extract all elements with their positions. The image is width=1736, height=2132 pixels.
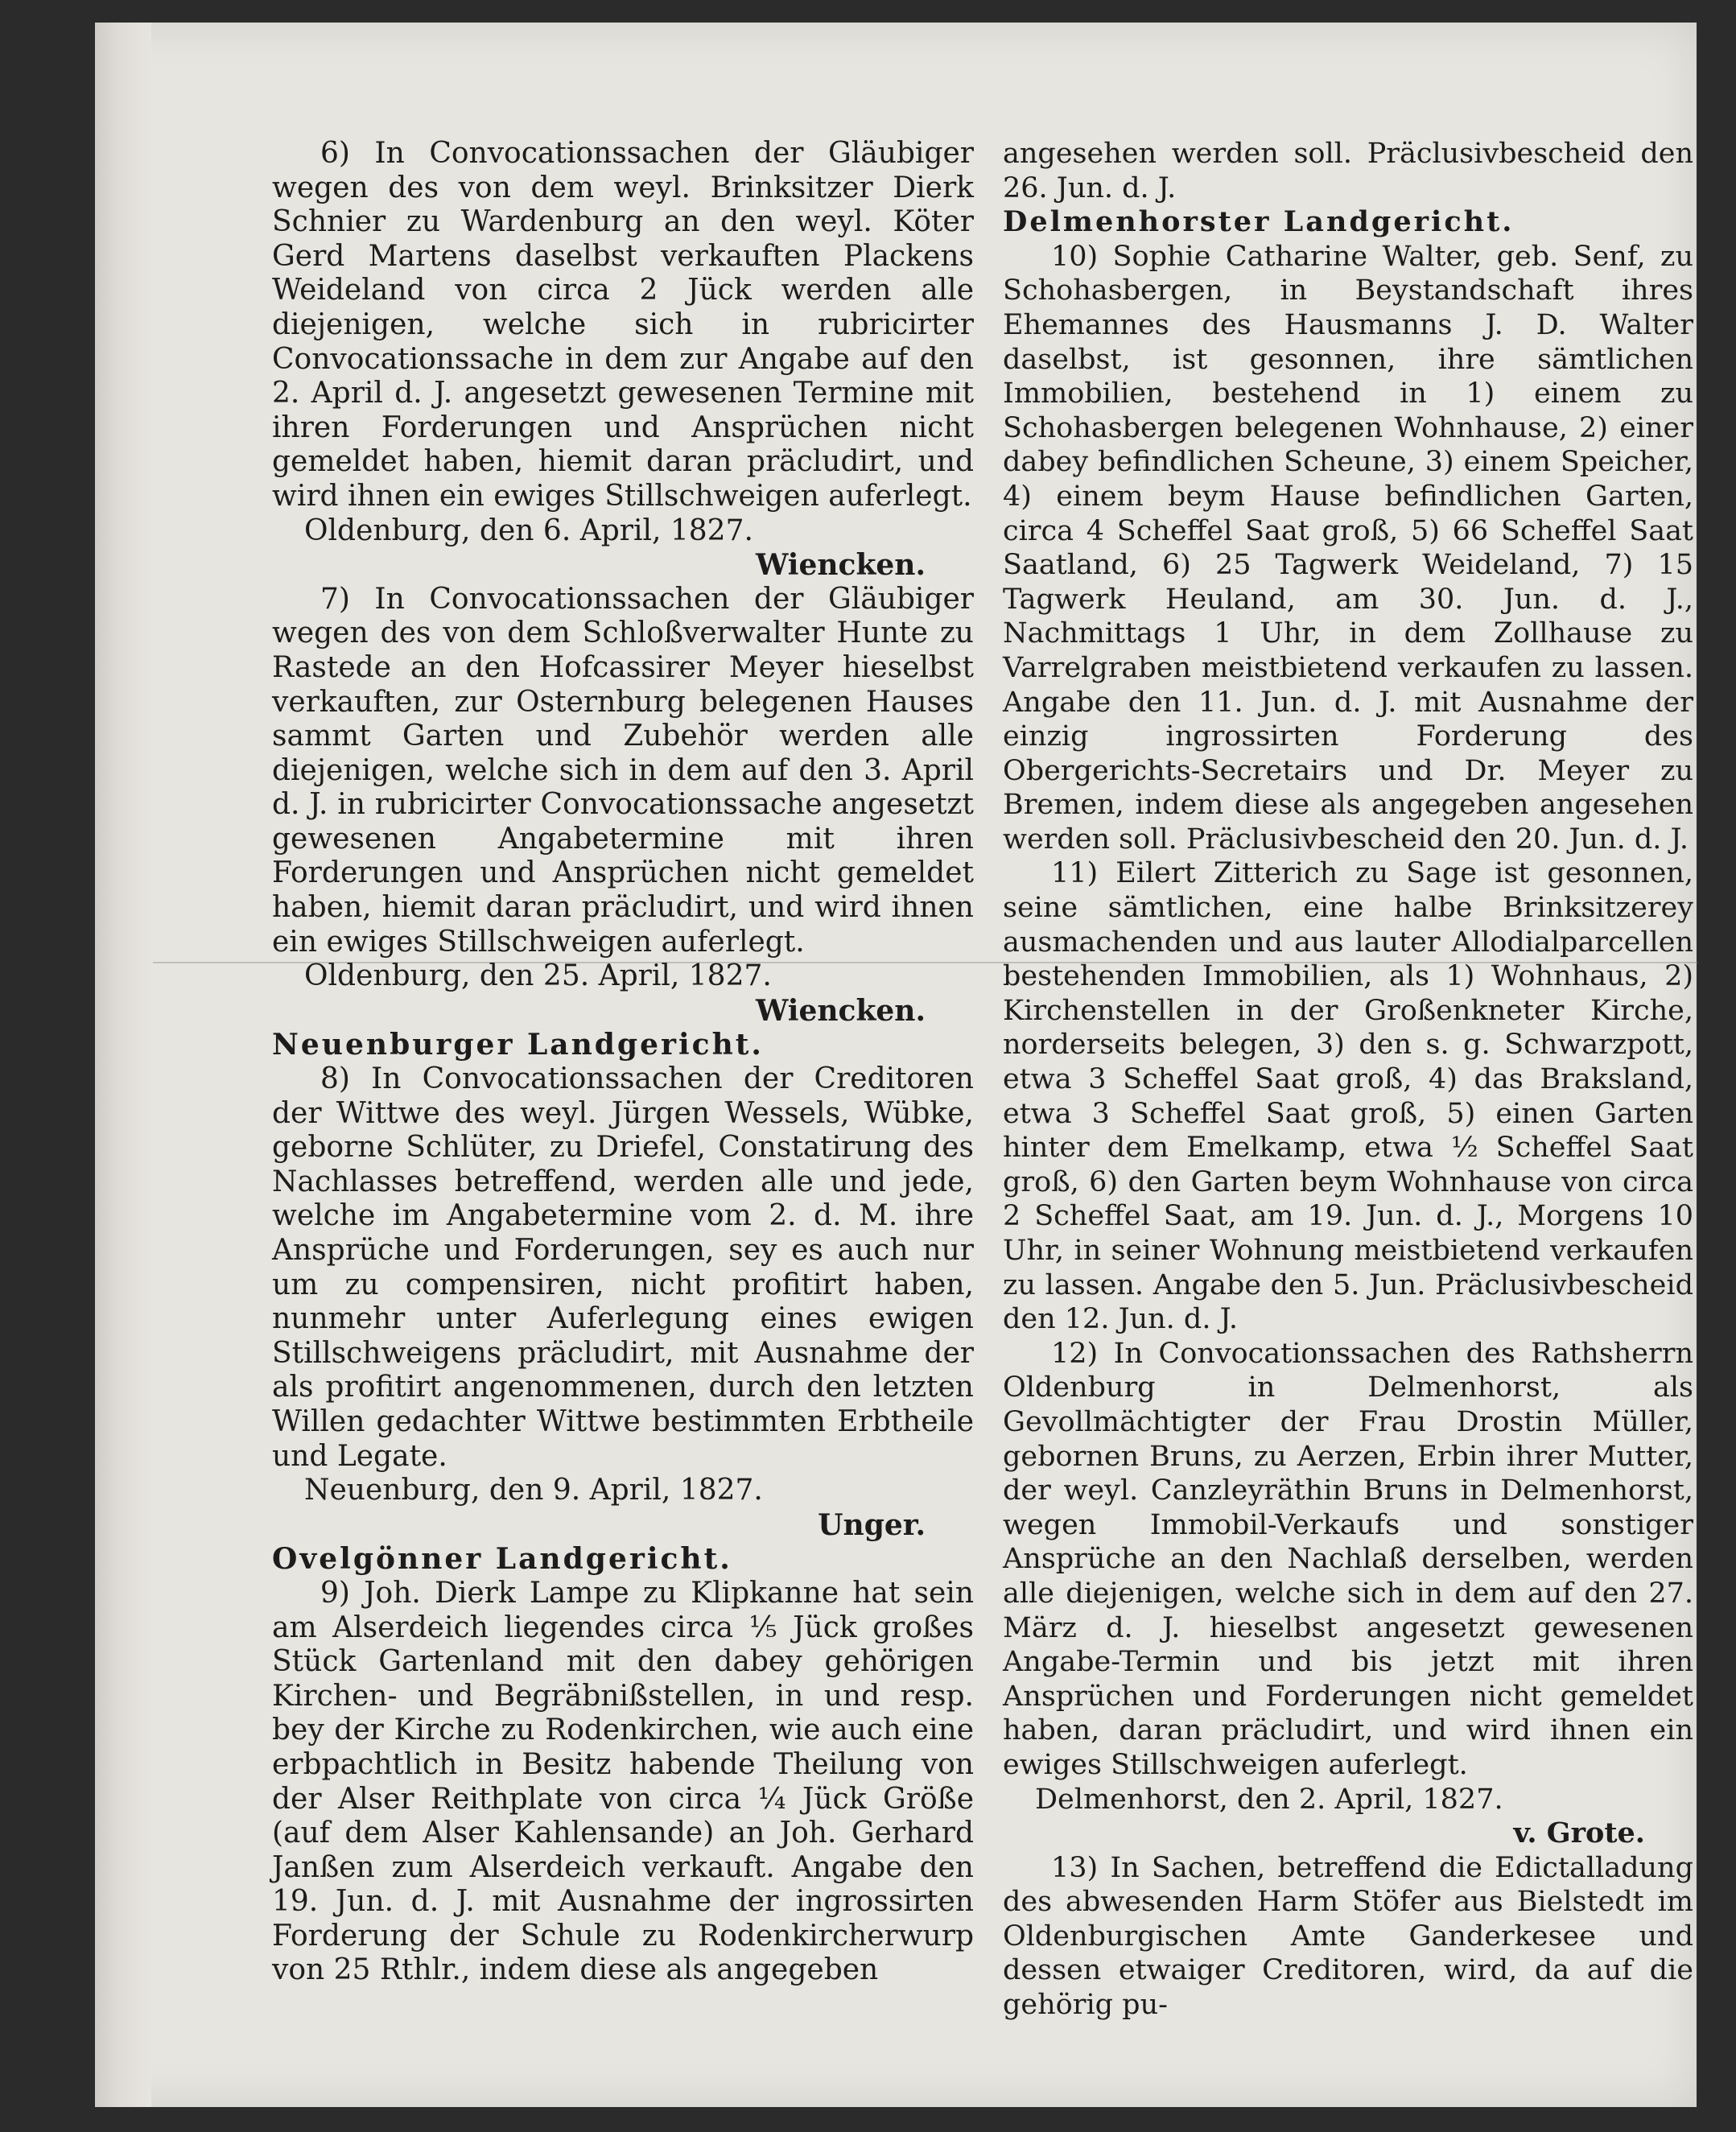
notice-8-place-date: Neuenburg, den 9. April, 1827. [304,1474,763,1507]
notice-7-place-date: Oldenburg, den 25. April, 1827. [304,959,772,993]
left-column [272,137,974,1988]
notice-11: 11) Eilert Zitterich zu Sage ist gesonnen, seine sämtlichen, eine halbe Brinksitzerey ausmachenden und aus lauter Allodialparcellen bestehenden Immobilien, als 1) Wohnhaus, 2) Kirchenstellen in der Großenkneter Kirche, norderseits belegen, 3) den s. g. Schwarzpott, etwa 3 Scheffel Saat groß, 4) das Braksland, etwa 3 Scheffel Saat groß, 5) einen Garten hinter dem Emelkamp, etwa ½ Scheffel Saat groß, 6) den Garten beym Wohnhause von circa 2 Scheffel Saat, am 19. Jun. d. J., Morgens 10 Uhr, in seiner Wohnung meistbietend verkaufen zu lassen. Angabe den 5. Jun. Präclusivbescheid den 12. Jun. d. J. [1003,857,1693,1336]
heading-neuenburg-court: Neuenburger Landgericht. [272,1028,764,1062]
notice-7: 7) In Convocationssachen der Gläubiger wegen des von dem Schloßverwalter Hunte zu Rastede an den Hofcassirer Meyer hieselbst verkauften, zur Osternburg belegenen Hauses sammt Garten und Zubehör werden alle diejenigen, welche sich in dem auf den 3. April d. J. in rubricirter Convocationssache angesetzt gewesenen Angabetermine mit ihren Forderungen und Ansprüchen nicht gemeldet haben, hiemit daran präcludirt, und wird ihnen ein ewiges Stillschweigen auferlegt. [272,582,974,959]
heading-ovelgoenne-court: Ovelgönner Landgericht. [272,1542,732,1577]
heading-delmenhorst-court: Delmenhorster Landgericht. [1003,205,1515,239]
notice-6-place-date: Oldenburg, den 6. April, 1827. [304,513,753,547]
notice-12-place-date: Delmenhorst, den 2. April, 1827. [1035,1783,1503,1816]
notice-7-signature: Wiencken. [755,993,926,1028]
notice-6: 6) In Convocationssachen der Gläubiger wegen des von dem weyl. Brinksitzer Dierk Schnier zu Wardenburg an den weyl. Köter Gerd Martens daselbst verkauften Plackens Weideland von circa 2 Jück werden alle diejenigen, welche sich in rubricirter Convocationssache in dem zur Angabe auf den 2. April d. J. angesetzt gewesenen Termine mit ihren Forderungen und Ansprüchen nicht gemeldet haben, hiemit daran präcludirt, und wird ihnen ein ewiges Stillschweigen auferlegt. [272,137,974,513]
notice-12: 12) In Convocationssachen des Rathsherrn Oldenburg in Delmenhorst, als Gevollmächtigter der Frau Drostin Müller, gebornen Bruns, zu Aerzen, Erbin ihrer Mutter, der weyl. Canzleyräthin Bruns in Delmenhorst, wegen Immobil-Verkaufs und sonstiger Ansprüche an den Nachlaß derselben, werden alle diejenigen, welche sich in dem auf den 27. März d. J. hieselbst angesetzt gewesenen Angabe-Termin und bis jetzt mit ihren Ansprüchen und Forderungen nicht gemeldet haben, daran präcludirt, und wird ihnen ein ewiges Stillschweigen auferlegt. [1003,1337,1693,1781]
notice-8-signature: Unger. [818,1507,926,1542]
notice-13: 13) In Sachen, betreffend die Edictalladung des abwesenden Harm Stöfer aus Bielstedt im Oldenburgischen Amte Ganderkesee und dessen etwaiger Creditoren, wird, da auf die gehörig pu- [1003,1851,1693,2022]
right-column [1003,137,1693,2023]
page-gutter [95,23,151,2107]
notice-6-signature: Wiencken. [755,548,926,583]
notice-8: 8) In Convocationssachen der Creditoren der Wittwe des weyl. Jürgen Wessels, Wübke, geborne Schlüter, zu Driefel, Constatirung des Nachlasses betreffend, werden alle und jede, welche im Angabetermine vom 2. d. M. ihre Ansprüche und Forderungen, sey es auch nur um zu compensiren, nicht profitirt haben, nunmehr unter Auferlegung eines ewigen Stillschweigens präcludirt, mit Ausnahme der als profitirt angenommenen, durch den letzten Willen gedachter Wittwe bestimmten Erbtheile und Legate. [272,1062,974,1473]
notice-10: 10) Sophie Catharine Walter, geb. Senf, zu Schohasbergen, in Beystandschaft ihres Ehemannes des Hausmanns J. D. Walter daselbst, ist gesonnen, ihre sämtlichen Immobilien, bestehend in 1) einem zu Schohasbergen belegenen Wohnhause, 2) einer dabey befindlichen Scheune, 3) einem Speicher, 4) einem beym Hause befindlichen Garten, circa 4 Scheffel Saat groß, 5) 66 Scheffel Saat Saatland, 6) 25 Tagwerk Weideland, 7) 15 Tagwerk Heuland, am 30. Jun. d. J., Nachmittags 1 Uhr, in dem Zollhause zu Varrelgraben meistbietend verkaufen zu lassen. Angabe den 11. Jun. d. J. mit Ausnahme der einzig ingrossirten Forderung des Obergerichts-Secretairs und Dr. Meyer zu Bremen, indem diese als angegeben angesehen werden soll. Präclusivbescheid den 20. Jun. d. J. [1003,240,1693,856]
notice-9: 9) Joh. Dierk Lampe zu Klipkanne hat sein am Alserdeich liegendes circa ⅕ Jück großes Stück Gartenland mit den dabey gehörigen Kirchen- und Begräbnißstellen, in und resp. bey der Kirche zu Rodenkirchen, wie auch eine erbpachtlich in Besitz habende Theilung von der Alser Reithplate von circa ¼ Jück Größe (auf dem Alser Kahlensande) an Joh. Gerhard Janßen zum Alserdeich verkauft. Angabe den 19. Jun. d. J. mit Ausnahme der ingrossirten Forderung der Schule zu Rodenkircherwurp von 25 Rthlr., indem diese als angegeben [272,1576,974,1987]
notice-9-continuation: angesehen werden soll. Präclusivbescheid den 26. Jun. d. J. [1003,138,1693,204]
notice-12-signature: v. Grote. [1513,1817,1645,1850]
